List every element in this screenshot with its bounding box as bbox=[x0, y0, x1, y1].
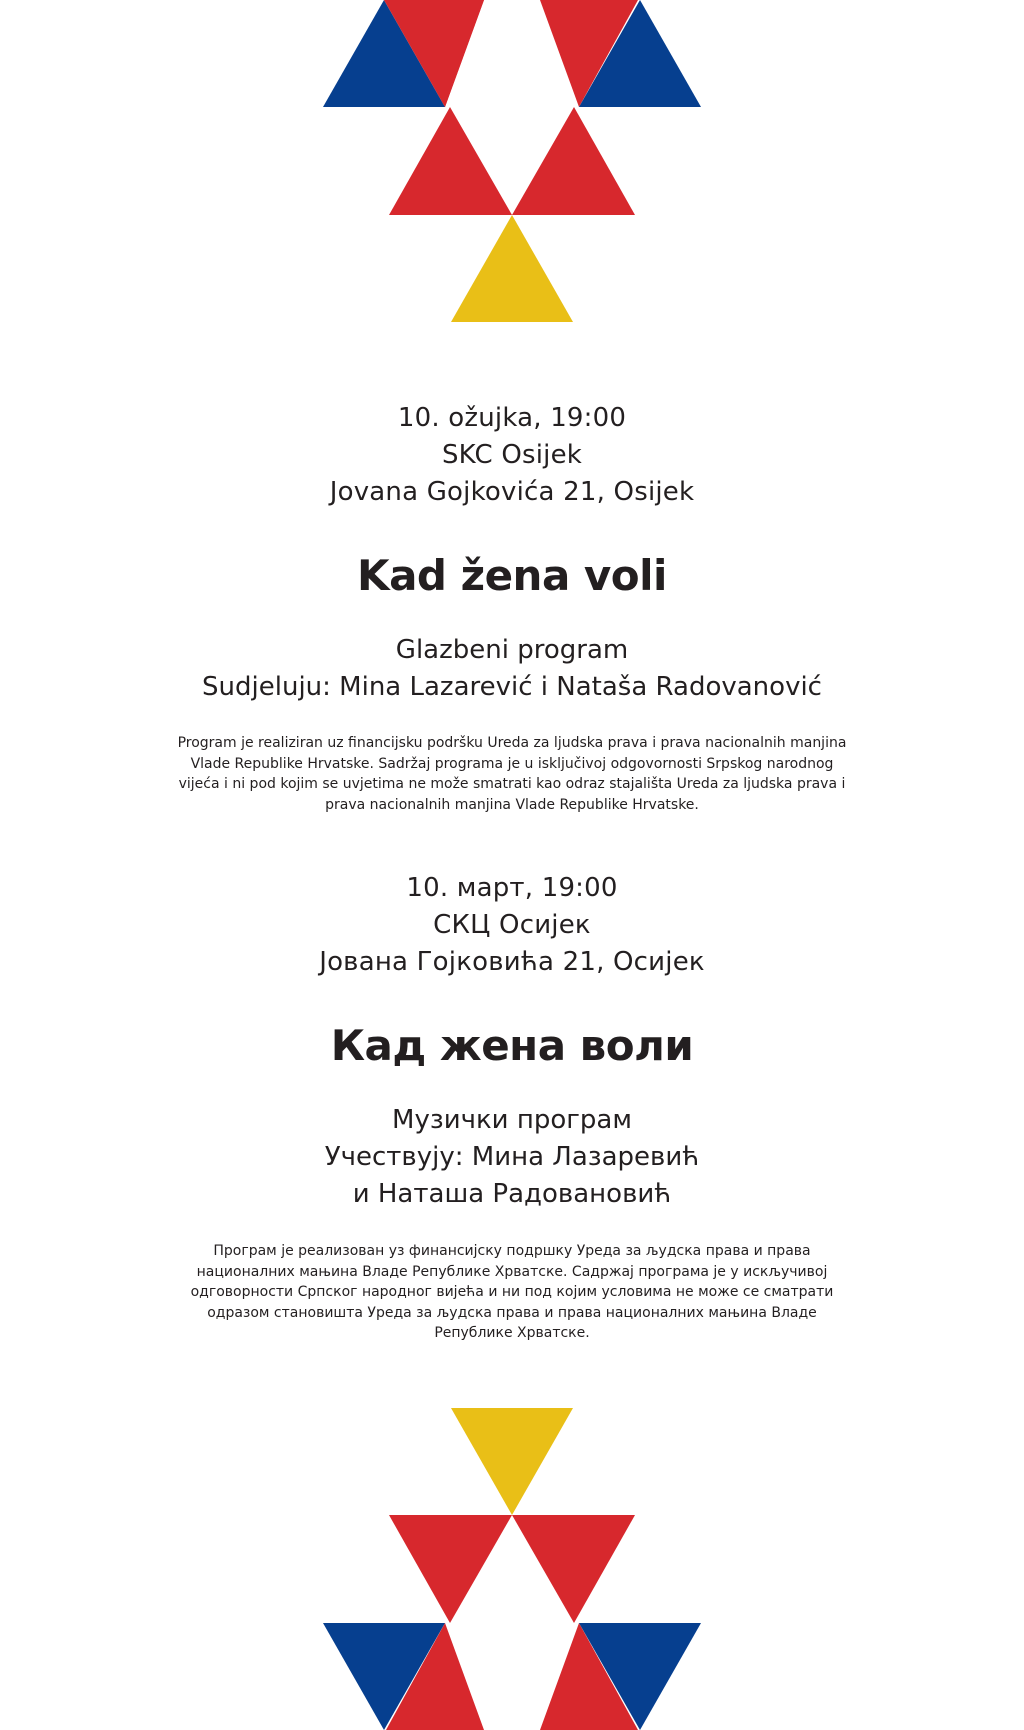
cyrillic-program-info bbox=[0, 1102, 1024, 1213]
latin-address: Jovana Gojkovića 21, Osijek bbox=[329, 477, 695, 507]
cyrillic-disclaimer-block bbox=[0, 1241, 1024, 1344]
yellow-triangle bbox=[451, 215, 573, 322]
red-triangle-middle-left-bottom bbox=[389, 1515, 512, 1623]
latin-event-title: Kad žena voli bbox=[357, 551, 667, 600]
cyrillic-title-block bbox=[0, 1020, 1024, 1072]
cyrillic-program-type: Музички програм bbox=[392, 1105, 632, 1135]
cyrillic-address: Јована Гојковића 21, Осијек bbox=[319, 947, 705, 977]
triangle-ornament-top bbox=[0, 0, 1024, 330]
cyrillic-participants-line1: Учествују: Мина Лазаревић bbox=[324, 1142, 700, 1172]
latin-disclaimer: Program je realiziran uz financijsku podršku Ureda za ljudska prava i prava nacionalnih manjina Vlade Republike Hrvatske. Sadržaj programa je u isključivoj odgovornosti Srpskog narodnog vijeća i ni pod kojim se uvjetima ne može smatrati kao odraz stajališta Ureda za ljudska prava i prava nacionalnih manjina Vlade Republike Hrvatske. bbox=[177, 735, 847, 813]
yellow-triangle-bottom bbox=[451, 1408, 573, 1515]
latin-participants: Sudjeluju: Mina Lazarević i Nataša Radovanović bbox=[202, 672, 822, 702]
latin-title-block bbox=[0, 550, 1024, 602]
latin-date: 10. ožujka, 19:00 bbox=[397, 403, 627, 433]
latin-program-type: Glazbeni program bbox=[395, 635, 629, 665]
latin-program-info bbox=[0, 632, 1024, 706]
cyrillic-event-title: Кад жена воли bbox=[330, 1021, 694, 1070]
cyrillic-disclaimer: Програм је реализован уз финансијску подршку Уреда за људска права и права националних мањина Владе Републике Хрватске. Садржај програма је у искључивој одговорности Српског народног вијећа и ни под којим условима не може се сматрати одразом становишта Уреда за људска права и права националних мањина Владе Републике Хрватске. bbox=[190, 1243, 834, 1341]
cyrillic-venue: СКЦ Осијек bbox=[433, 910, 591, 940]
red-triangle-middle-right-bottom bbox=[512, 1515, 635, 1623]
cyrillic-participants-line2: и Наташа Радовановић bbox=[352, 1179, 672, 1209]
red-triangle-middle-right bbox=[512, 107, 635, 215]
cyrillic-date: 10. март, 19:00 bbox=[406, 873, 618, 903]
cyrillic-event-info bbox=[0, 870, 1024, 981]
red-triangle-middle-left bbox=[389, 107, 512, 215]
latin-venue: SKC Osijek bbox=[441, 440, 583, 470]
triangle-ornament-bottom bbox=[0, 1400, 1024, 1730]
latin-event-info bbox=[0, 400, 1024, 511]
latin-disclaimer-block bbox=[0, 733, 1024, 815]
